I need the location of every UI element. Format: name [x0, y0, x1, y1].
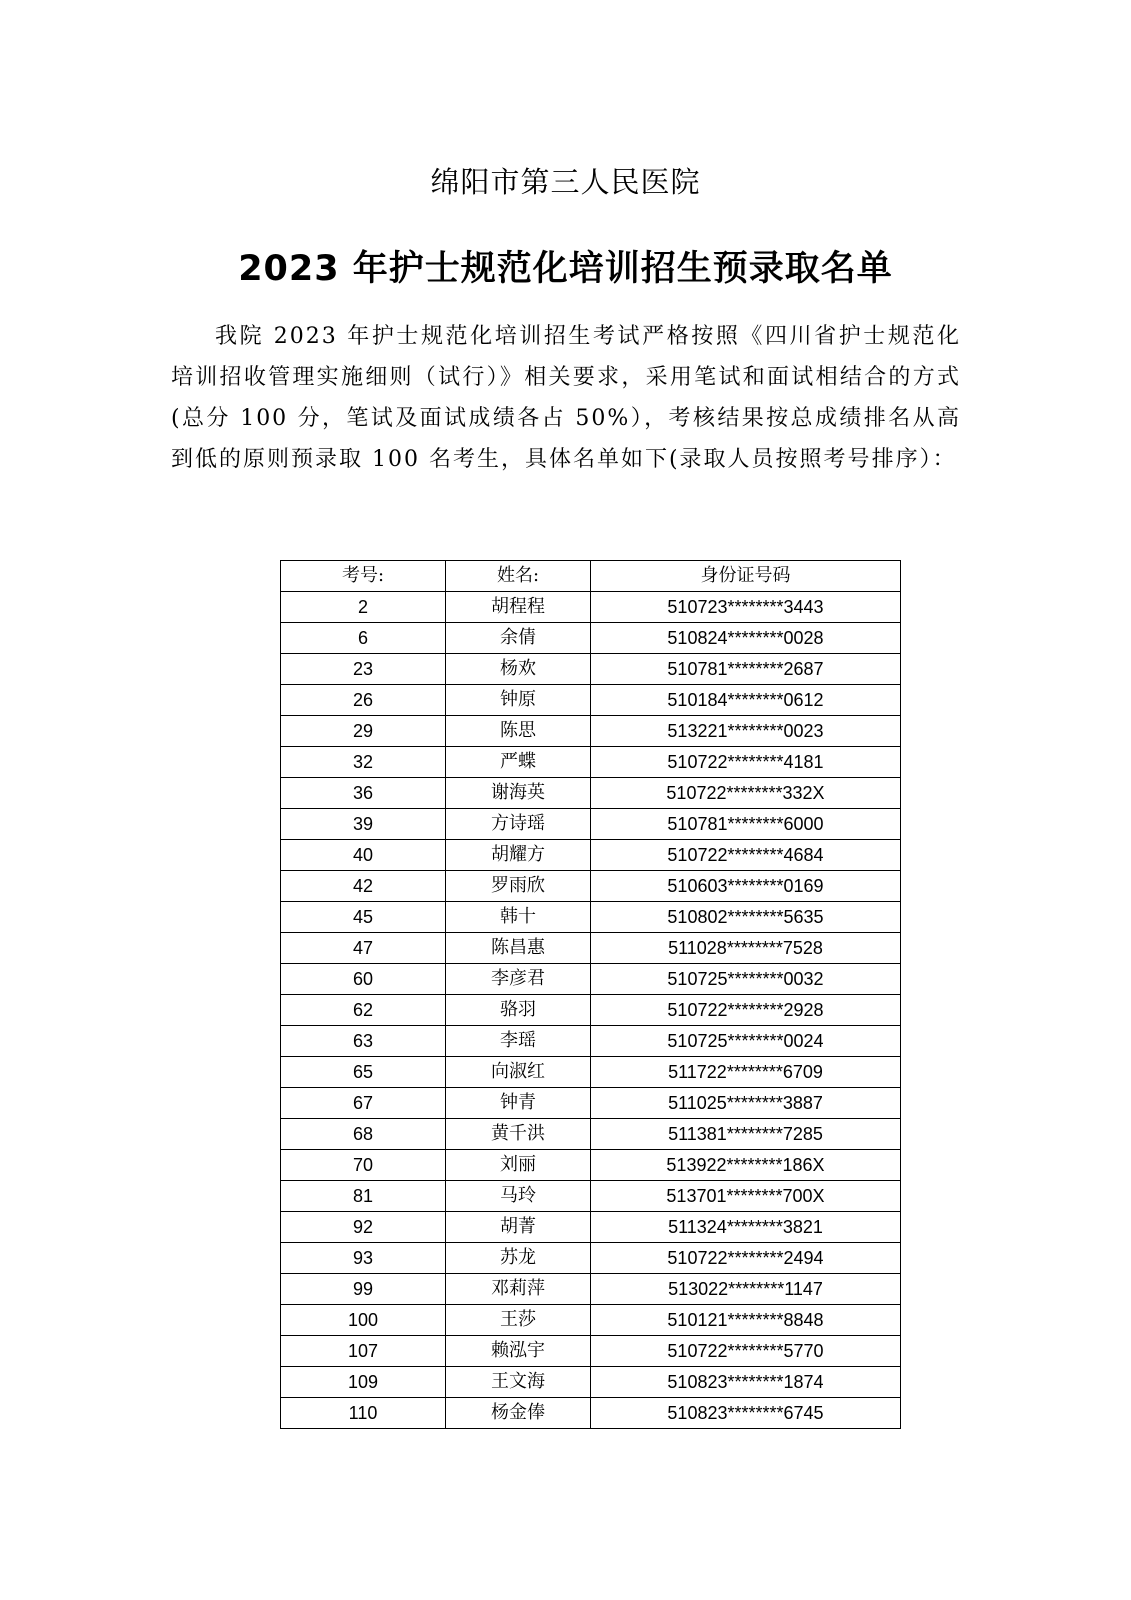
cell-id-number: 513221********0023	[591, 716, 901, 747]
cell-id-number: 510823********1874	[591, 1367, 901, 1398]
cell-name: 罗雨欣	[446, 871, 591, 902]
cell-id-number: 510121********8848	[591, 1305, 901, 1336]
table-row	[281, 685, 901, 716]
table-row	[281, 840, 901, 871]
cell-exam-number: 100	[281, 1305, 446, 1336]
table-row	[281, 1026, 901, 1057]
table-row	[281, 747, 901, 778]
cell-name: 李瑶	[446, 1026, 591, 1057]
cell-id-number: 510722********332X	[591, 778, 901, 809]
cell-exam-number: 6	[281, 623, 446, 654]
cell-name: 胡程程	[446, 592, 591, 623]
cell-id-number: 511381********7285	[591, 1119, 901, 1150]
cell-exam-number: 60	[281, 964, 446, 995]
cell-name: 杨金俸	[446, 1398, 591, 1429]
header-id-number: 身份证号码	[591, 561, 901, 592]
cell-id-number: 510722********5770	[591, 1336, 901, 1367]
cell-name: 刘丽	[446, 1150, 591, 1181]
table-row	[281, 1336, 901, 1367]
table-row	[281, 964, 901, 995]
cell-name: 余倩	[446, 623, 591, 654]
cell-name: 谢海英	[446, 778, 591, 809]
cell-id-number: 511722********6709	[591, 1057, 901, 1088]
table-row	[281, 1305, 901, 1336]
cell-exam-number: 26	[281, 685, 446, 716]
table-row	[281, 1367, 901, 1398]
table-row	[281, 902, 901, 933]
table-row	[281, 871, 901, 902]
cell-exam-number: 42	[281, 871, 446, 902]
cell-name: 王莎	[446, 1305, 591, 1336]
cell-id-number: 513922********186X	[591, 1150, 901, 1181]
cell-exam-number: 63	[281, 1026, 446, 1057]
cell-name: 胡菁	[446, 1212, 591, 1243]
cell-id-number: 510823********6745	[591, 1398, 901, 1429]
cell-name: 钟原	[446, 685, 591, 716]
cell-id-number: 510824********0028	[591, 623, 901, 654]
table-row	[281, 654, 901, 685]
cell-id-number: 510722********4684	[591, 840, 901, 871]
table-body	[281, 592, 901, 1429]
document-title: 2023 年护士规范化培训招生预录取名单	[238, 249, 893, 289]
cell-id-number: 510781********2687	[591, 654, 901, 685]
cell-exam-number: 99	[281, 1274, 446, 1305]
cell-id-number: 510781********6000	[591, 809, 901, 840]
cell-exam-number: 32	[281, 747, 446, 778]
cell-id-number: 510184********0612	[591, 685, 901, 716]
hospital-name: 绵阳市第三人民医院	[430, 165, 701, 199]
cell-name: 陈思	[446, 716, 591, 747]
cell-id-number: 511324********3821	[591, 1212, 901, 1243]
cell-name: 王文海	[446, 1367, 591, 1398]
cell-exam-number: 2	[281, 592, 446, 623]
cell-exam-number: 45	[281, 902, 446, 933]
cell-name: 方诗瑶	[446, 809, 591, 840]
cell-name: 陈昌惠	[446, 933, 591, 964]
cell-exam-number: 109	[281, 1367, 446, 1398]
table-row	[281, 1057, 901, 1088]
cell-exam-number: 36	[281, 778, 446, 809]
table-row	[281, 778, 901, 809]
table-row	[281, 1150, 901, 1181]
cell-id-number: 513022********1147	[591, 1274, 901, 1305]
cell-id-number: 510723********3443	[591, 592, 901, 623]
table-row	[281, 1088, 901, 1119]
table-row	[281, 1119, 901, 1150]
cell-name: 李彦君	[446, 964, 591, 995]
table-row	[281, 1181, 901, 1212]
cell-id-number: 510722********2494	[591, 1243, 901, 1274]
header-exam-number: 考号:	[281, 561, 446, 592]
cell-name: 骆羽	[446, 995, 591, 1026]
cell-exam-number: 23	[281, 654, 446, 685]
table-row	[281, 1274, 901, 1305]
cell-id-number: 511028********7528	[591, 933, 901, 964]
cell-id-number: 510722********4181	[591, 747, 901, 778]
cell-exam-number: 81	[281, 1181, 446, 1212]
cell-name: 向淑红	[446, 1057, 591, 1088]
table-row	[281, 933, 901, 964]
cell-name: 钟青	[446, 1088, 591, 1119]
cell-id-number: 510722********2928	[591, 995, 901, 1026]
table-row	[281, 809, 901, 840]
cell-exam-number: 62	[281, 995, 446, 1026]
cell-exam-number: 68	[281, 1119, 446, 1150]
cell-id-number: 510725********0032	[591, 964, 901, 995]
cell-name: 黄千洪	[446, 1119, 591, 1150]
table-row	[281, 623, 901, 654]
table-row	[281, 716, 901, 747]
cell-exam-number: 67	[281, 1088, 446, 1119]
cell-exam-number: 65	[281, 1057, 446, 1088]
cell-id-number: 510725********0024	[591, 1026, 901, 1057]
cell-exam-number: 47	[281, 933, 446, 964]
cell-name: 严蝶	[446, 747, 591, 778]
cell-id-number: 510603********0169	[591, 871, 901, 902]
cell-name: 胡耀方	[446, 840, 591, 871]
cell-id-number: 513701********700X	[591, 1181, 901, 1212]
table-row	[281, 1212, 901, 1243]
cell-name: 邓莉萍	[446, 1274, 591, 1305]
table-row	[281, 592, 901, 623]
cell-name: 杨欢	[446, 654, 591, 685]
cell-exam-number: 92	[281, 1212, 446, 1243]
header-name: 姓名:	[446, 561, 591, 592]
cell-exam-number: 110	[281, 1398, 446, 1429]
cell-name: 苏龙	[446, 1243, 591, 1274]
table-header-row	[281, 561, 901, 592]
cell-name: 马玲	[446, 1181, 591, 1212]
cell-exam-number: 29	[281, 716, 446, 747]
cell-name: 韩十	[446, 902, 591, 933]
intro-paragraph: 我院 2023 年护士规范化培训招生考试严格按照《四川省护士规范化培训招收管理实施细则（试行）》相关要求，采用笔试和面试相结合的方式(总分 100 分，笔试及面试成绩各占 50%），考核结果按总成绩排名从高到低的原则预录取 100 名考生，具体名单如下(录取人员按照考号排序）：	[171, 324, 961, 472]
table-row	[281, 995, 901, 1026]
cell-id-number: 511025********3887	[591, 1088, 901, 1119]
cell-exam-number: 39	[281, 809, 446, 840]
cell-name: 赖泓宇	[446, 1336, 591, 1367]
cell-exam-number: 40	[281, 840, 446, 871]
cell-id-number: 510802********5635	[591, 902, 901, 933]
cell-exam-number: 70	[281, 1150, 446, 1181]
admission-table	[280, 560, 901, 1429]
cell-exam-number: 93	[281, 1243, 446, 1274]
cell-exam-number: 107	[281, 1336, 446, 1367]
table-row	[281, 1398, 901, 1429]
table-row	[281, 1243, 901, 1274]
